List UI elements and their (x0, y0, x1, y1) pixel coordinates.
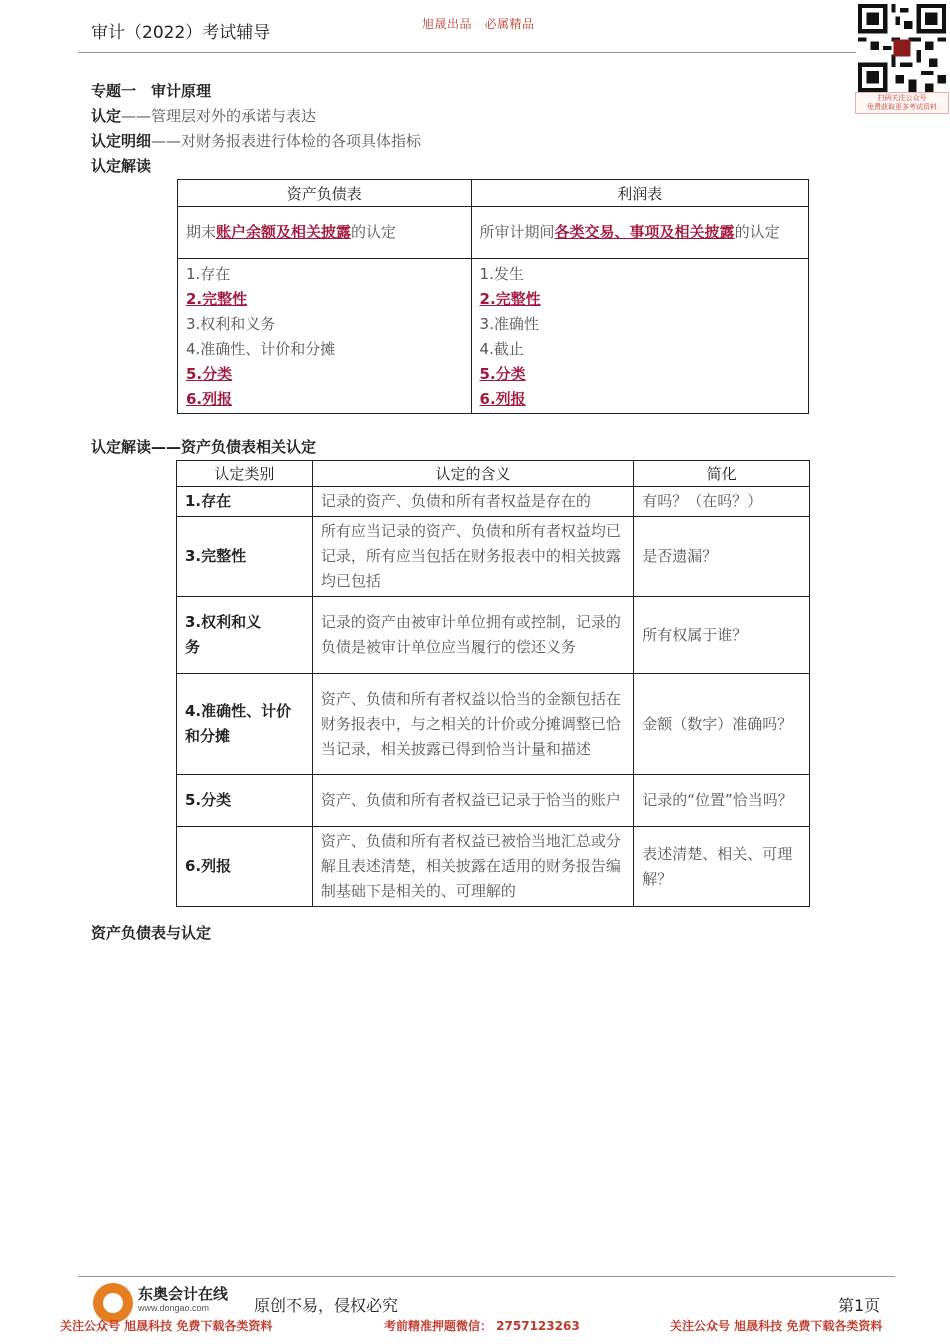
category-cell: 5.分类 (177, 775, 313, 827)
section-heading-balance-sheet-and-assertions: 资产负债表与认定 (91, 924, 212, 942)
column-header-balance-sheet: 资产负债表 (178, 180, 472, 207)
category-cell: 3.权利和义务 (177, 597, 313, 674)
simplified-cell: 记录的“位置”恰当吗？ (634, 775, 810, 827)
category-cell: 1.存在 (177, 487, 313, 517)
assertions-comparison-table (177, 179, 809, 414)
simplified-cell: 表述清楚、相关、可理解？ (634, 827, 810, 907)
footer-copyright-notice: 原创不易，侵权必究 (254, 1296, 399, 1315)
list-item: 6.列报 (479, 390, 526, 408)
meaning-cell: 资产、负债和所有者权益已被恰当地汇总或分解且表述清楚，相关披露在适用的财务报告编制基础下是相关的、可理解的 (312, 827, 633, 907)
column-header-meaning: 认定的含义 (312, 461, 633, 487)
list-item: 5.分类 (479, 365, 526, 383)
balance-sheet-definition: 期末账户余额及相关披露的认定 (178, 207, 472, 259)
footer-note-right: 关注公众号 旭晟科技 免费下载各类资料 (670, 1319, 883, 1333)
table-row (177, 517, 810, 597)
footer-divider (78, 1276, 895, 1277)
table-row (177, 487, 810, 517)
meaning-cell: 记录的资产、负债和所有者权益是存在的 (312, 487, 633, 517)
meaning-cell: 所有应当记录的资产、负债和所有者权益均已记录，所有应当包括在财务报表中的相关披露均已包括 (312, 517, 633, 597)
category-cell: 3.完整性 (177, 517, 313, 597)
meaning-cell: 资产、负债和所有者权益已记录于恰当的账户 (312, 775, 633, 827)
income-statement-definition: 所审计期间各类交易、事项及相关披露的认定 (471, 207, 808, 259)
assertion-definition: 认定——管理层对外的承诺与表达 (91, 107, 317, 125)
qr-caption: 扫码关注公众号 免费获取更多考试资料 (855, 92, 949, 114)
footer-note-left: 关注公众号 旭晟科技 免费下载各类资料 (60, 1319, 273, 1333)
list-item: 2.完整性 (186, 290, 248, 308)
list-item: 4.截止 (479, 340, 524, 358)
category-cell: 6.列报 (177, 827, 313, 907)
simplified-cell: 所有权属于谁？ (634, 597, 810, 674)
balance-sheet-assertion-list (178, 259, 472, 414)
header-slogan: 旭晟出品 必属精品 (422, 17, 535, 31)
column-header-category: 认定类别 (177, 461, 313, 487)
balance-sheet-assertions-table (176, 460, 810, 907)
section-heading-balance-sheet-assertions: 认定解读——资产负债表相关认定 (91, 438, 317, 456)
list-item: 3.准确性 (479, 315, 539, 333)
simplified-cell: 有吗？（在吗？） (634, 487, 810, 517)
column-header-income-statement: 利润表 (471, 180, 808, 207)
column-header-simplified: 简化 (634, 461, 810, 487)
qr-code-icon (858, 4, 946, 92)
table-row (177, 827, 810, 907)
document-title: 审计（2022）考试辅导 (91, 23, 271, 43)
meaning-cell: 记录的资产由被审计单位拥有或控制，记录的负债是被审计单位应当履行的偿还义务 (312, 597, 633, 674)
list-item: 1.发生 (479, 265, 524, 283)
meaning-cell: 资产、负债和所有者权益以恰当的金额包括在财务报表中，与之相关的计价或分摊调整已恰当记录，相关披露已得到恰当计量和描述 (312, 674, 633, 775)
simplified-cell: 是否遗漏？ (634, 517, 810, 597)
table-row (177, 674, 810, 775)
simplified-cell: 金额（数字）准确吗？ (634, 674, 810, 775)
footer-note-center: 考前精准押题微信： 2757123263 (384, 1319, 580, 1333)
interpretation-heading: 认定解读 (91, 157, 152, 175)
list-item: 4.准确性、计价和分摊 (186, 340, 336, 358)
list-item: 2.完整性 (479, 290, 541, 308)
assertion-detail-definition: 认定明细——对财务报表进行体检的各项具体指标 (91, 132, 422, 150)
footer-url: www.dongao.com (138, 1303, 210, 1313)
income-statement-assertion-list (471, 259, 808, 414)
category-cell: 4.准确性、计价和分摊 (177, 674, 313, 775)
table-row (177, 597, 810, 674)
list-item: 1.存在 (186, 265, 231, 283)
list-item: 6.列报 (186, 390, 233, 408)
list-item: 3.权利和义务 (186, 315, 276, 333)
table-row (177, 775, 810, 827)
list-item: 5.分类 (186, 365, 233, 383)
topic-heading: 专题一 审计原理 (91, 82, 212, 100)
page-number: 第1页 (838, 1296, 881, 1315)
footer-brand: 东奥会计在线 (138, 1285, 229, 1303)
header-divider (78, 52, 856, 53)
